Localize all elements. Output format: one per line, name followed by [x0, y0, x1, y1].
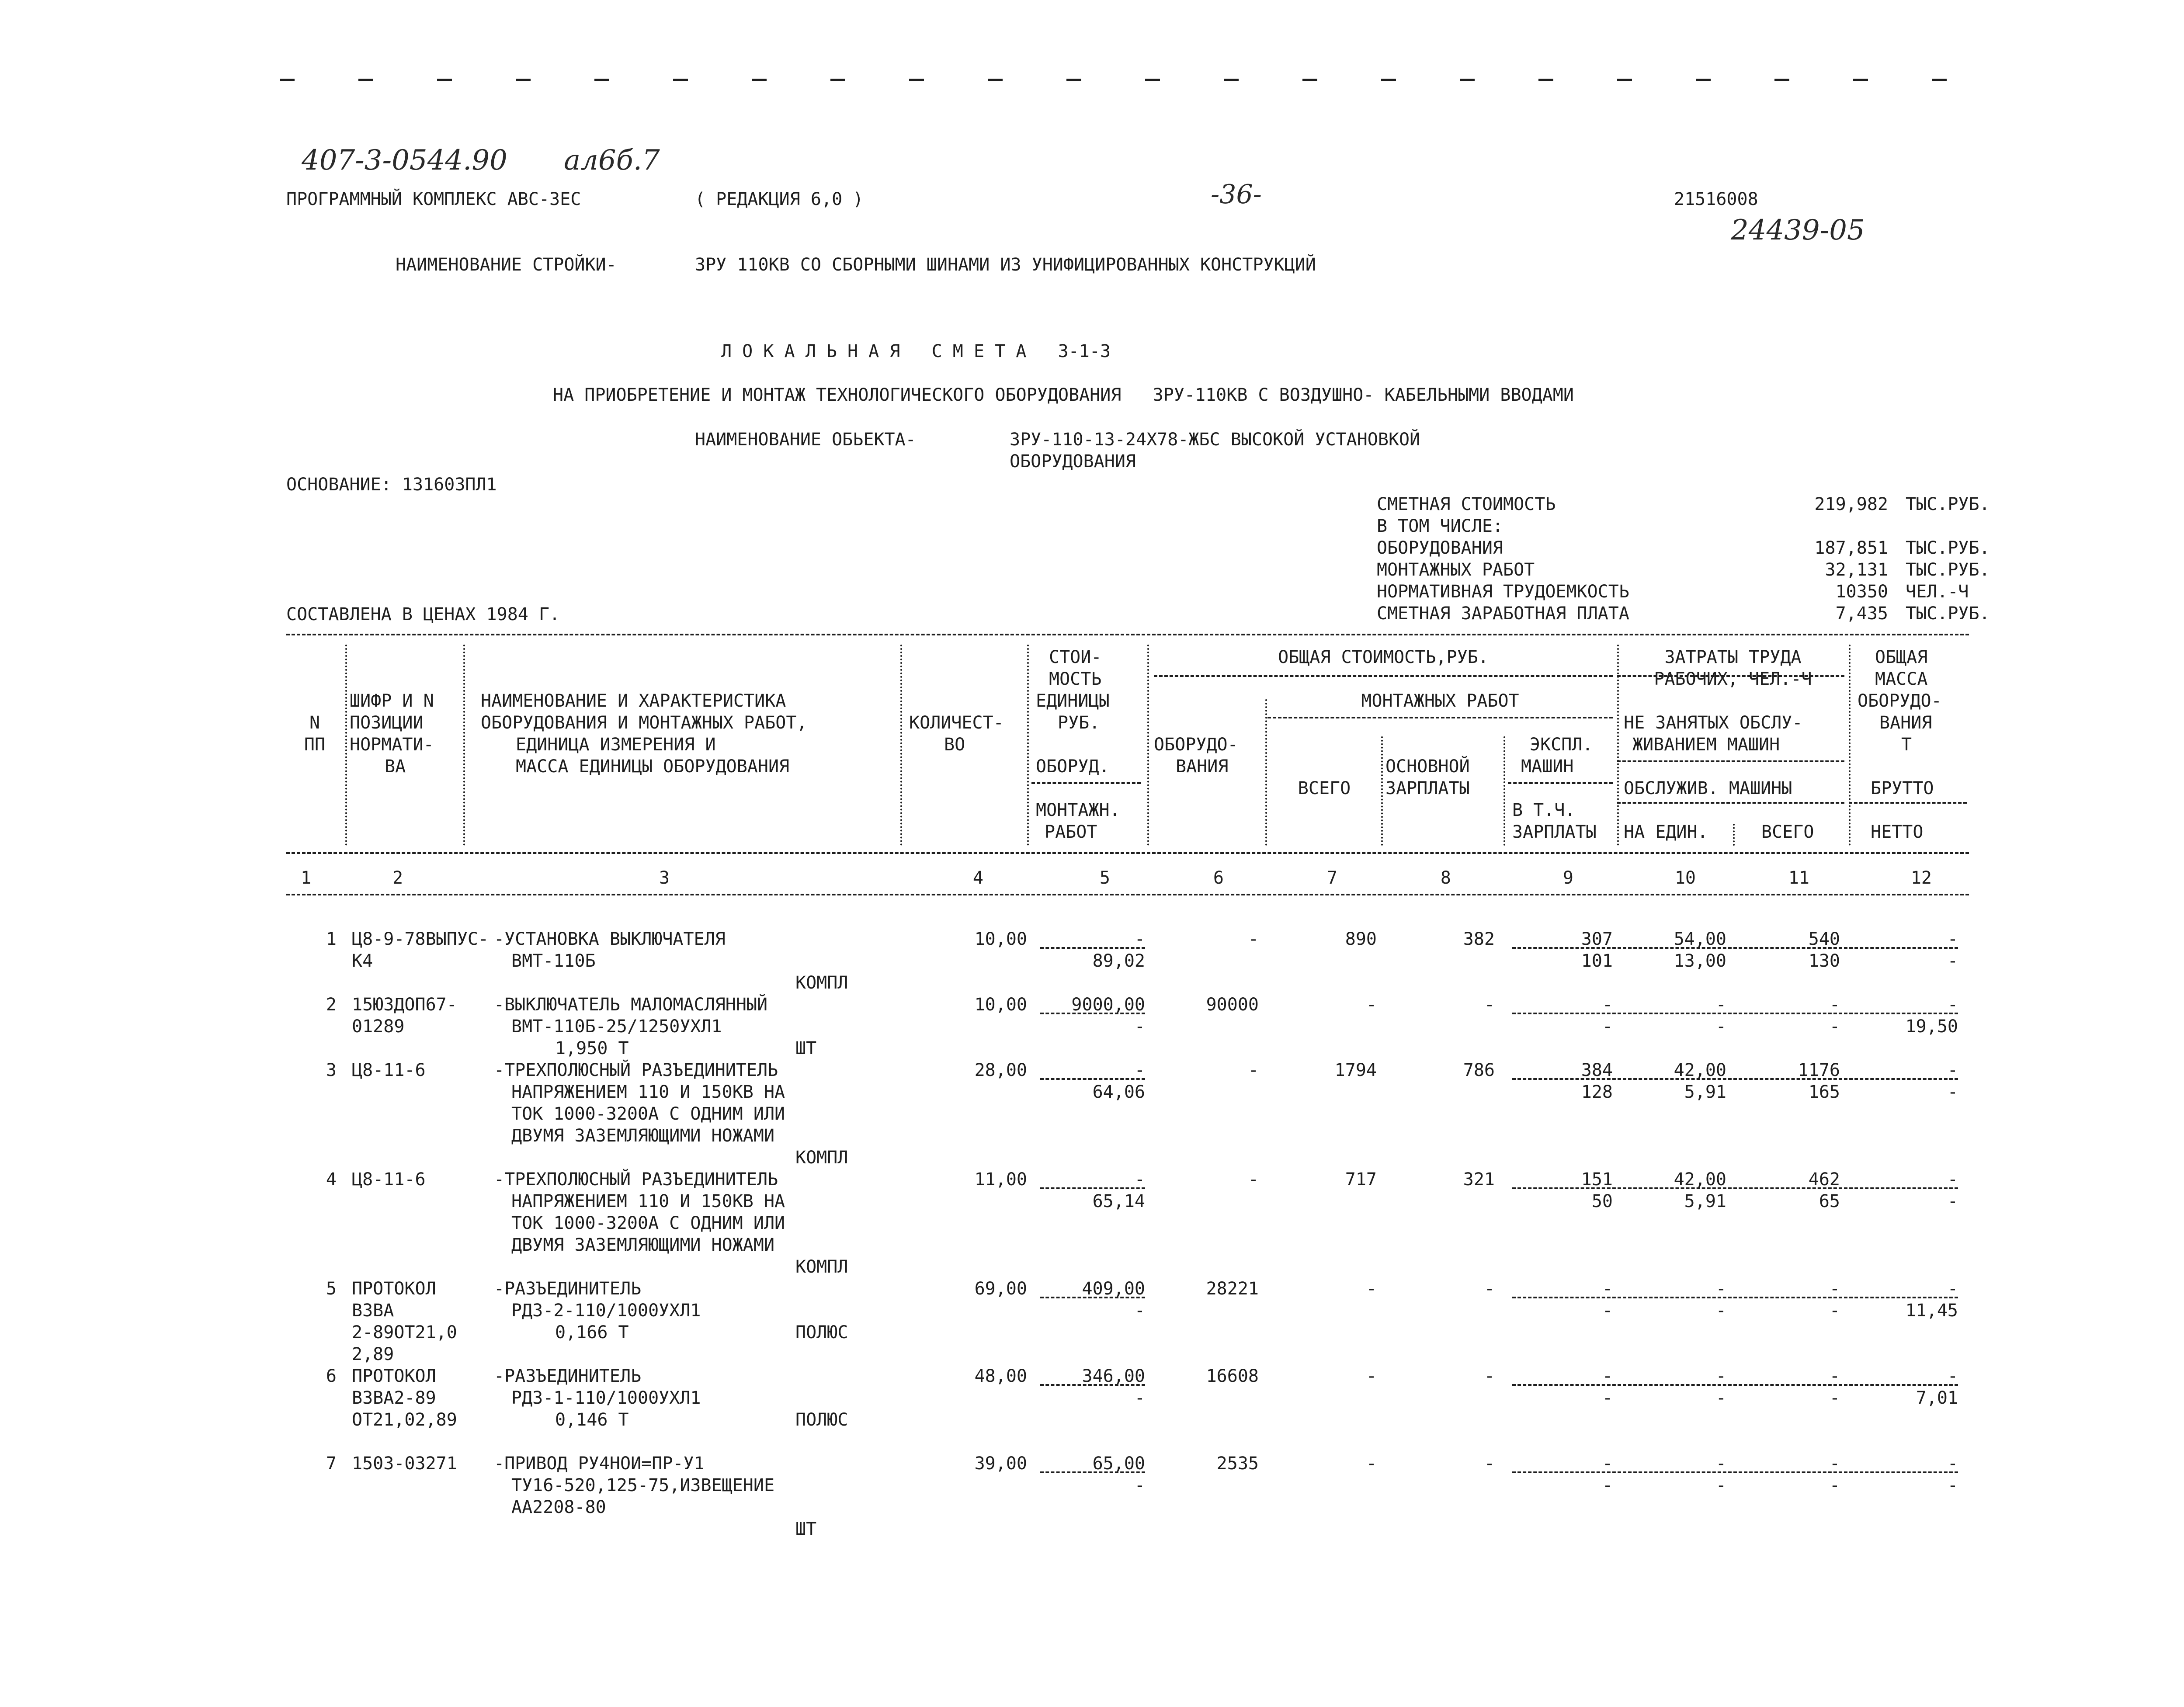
- row-equipment-cost: -: [1248, 1169, 1259, 1190]
- column-number: 12: [1910, 868, 1932, 888]
- row-code: К4: [352, 951, 373, 971]
- header-col11: ВСЕГО: [1761, 822, 1814, 842]
- row-name: -ВЫКЛЮЧАТЕЛЬ МАЛОМАСЛЯННЫЙ: [494, 995, 768, 1015]
- row-machine-wage: -: [1602, 1388, 1613, 1408]
- summary-unit: ТЫС.РУБ.: [1906, 604, 1990, 624]
- row-labor-total: -: [1829, 1454, 1840, 1474]
- dash-mark: [358, 79, 373, 81]
- row-installation-total: -: [1366, 995, 1377, 1015]
- program-edition: ( РЕДАКЦИЯ 6,0 ): [695, 189, 864, 209]
- row-labor-per-unit: 42,00: [1674, 1060, 1726, 1080]
- row-labor-total: 462: [1808, 1169, 1840, 1190]
- row-unit-cost-equipment: -: [1134, 1060, 1145, 1080]
- table-header-rule: [286, 852, 1969, 854]
- row-unit-cost-equipment: 409,00: [1082, 1279, 1145, 1299]
- column-number: 8: [1440, 868, 1451, 888]
- cell-rule: [1040, 1013, 1145, 1014]
- row-equipment-cost: -: [1248, 929, 1259, 949]
- row-machine-labor-per-unit: -: [1715, 1017, 1726, 1037]
- header-col2: ПОЗИЦИИ: [350, 713, 424, 733]
- row-mass-netto: -: [1947, 1191, 1958, 1211]
- header-col3: ЕДИНИЦА ИЗМЕРЕНИЯ И: [516, 735, 716, 755]
- row-code: 01289: [352, 1017, 405, 1037]
- row-labor-total: 540: [1808, 929, 1840, 949]
- header-col6: ОБОРУДО-: [1154, 735, 1238, 755]
- row-unit-mass: 1,950 Т: [555, 1038, 629, 1058]
- row-name: ВМТ-110Б: [511, 951, 596, 971]
- col-sep: [1147, 645, 1149, 846]
- row-labor-total: 1176: [1798, 1060, 1840, 1080]
- dash-mark: [1853, 79, 1868, 81]
- row-unit-cost-installation: 89,02: [1092, 951, 1145, 971]
- row-name: АА2208-80: [511, 1497, 606, 1517]
- row-machine-labor-total: -: [1829, 1301, 1840, 1321]
- header-col9: В Т.Ч.: [1512, 800, 1576, 820]
- column-number: 5: [1099, 868, 1110, 888]
- row-installation-total: -: [1366, 1454, 1377, 1474]
- row-unit-cost-equipment: 65,00: [1092, 1454, 1145, 1474]
- row-unit-cost-equipment: 9000,00: [1071, 995, 1145, 1015]
- column-number: 6: [1213, 868, 1224, 888]
- dash-mark: [1066, 79, 1081, 81]
- summary-value: 219,982: [1814, 494, 1888, 514]
- basis: ОСНОВАНИЕ: 131603ПЛ1: [286, 475, 497, 495]
- row-machine-labor-per-unit: 13,00: [1674, 951, 1726, 971]
- header-col5: РАБОТ: [1045, 822, 1097, 842]
- cell-rule: [1040, 1297, 1145, 1298]
- row-unit: КОМПЛ: [795, 1257, 848, 1277]
- row-unit-cost-installation: -: [1134, 1475, 1145, 1495]
- row-machine-labor-per-unit: 5,91: [1684, 1082, 1726, 1102]
- row-labor-per-unit: -: [1715, 1366, 1726, 1386]
- header-col4: ВО: [944, 735, 965, 755]
- handwritten-album: ал6б.7: [564, 144, 660, 177]
- row-equipment-cost: 16608: [1206, 1366, 1259, 1386]
- summary-unit: ТЫС.РУБ.: [1906, 538, 1990, 558]
- row-quantity: 39,00: [974, 1454, 1027, 1474]
- install-group-rule: [1267, 717, 1613, 718]
- header-col9: ЭКСПЛ.: [1530, 735, 1593, 755]
- summary-label: МОНТАЖНЫХ РАБОТ: [1377, 560, 1535, 580]
- row-equipment-cost: 90000: [1206, 995, 1259, 1015]
- col-sep: [1265, 699, 1267, 846]
- column-number: 7: [1326, 868, 1337, 888]
- header-labor-sub: ОБСЛУЖИВ. МАШИНЫ: [1624, 778, 1792, 798]
- header-col7: ВСЕГО: [1298, 778, 1351, 798]
- row-mass-brutto: -: [1947, 1454, 1958, 1474]
- row-mass-brutto: -: [1947, 1279, 1958, 1299]
- col-sep: [345, 645, 347, 846]
- row-machine-cost: -: [1602, 995, 1613, 1015]
- header-col4: КОЛИЧЕСТ-: [909, 713, 1004, 733]
- header-install-group: МОНТАЖНЫХ РАБОТ: [1361, 691, 1519, 711]
- dash-mark: [1460, 79, 1475, 81]
- row-unit-mass: 0,146 Т: [555, 1410, 629, 1430]
- row-labor-per-unit: 54,00: [1674, 929, 1726, 949]
- header-col5: ЕДИНИЦЫ: [1036, 691, 1110, 711]
- row-base-wage: 786: [1463, 1060, 1495, 1080]
- row-equipment-cost: -: [1248, 1060, 1259, 1080]
- row-base-wage: 382: [1463, 929, 1495, 949]
- labor-sub-rule-2: [1617, 802, 1844, 804]
- summary-value: 10350: [1835, 582, 1888, 602]
- header-col1: N: [309, 713, 320, 733]
- header-col6: ВАНИЯ: [1176, 756, 1229, 777]
- column-number: 10: [1674, 868, 1696, 888]
- header-col5: ОБОРУД.: [1036, 756, 1110, 777]
- row-machine-labor-per-unit: -: [1715, 1475, 1726, 1495]
- handwritten-inventory: 24439-05: [1731, 214, 1865, 246]
- document-code: 21516008: [1674, 189, 1758, 209]
- row-machine-cost: 151: [1581, 1169, 1613, 1190]
- summary-label: СМЕТНАЯ СТОИМОСТЬ: [1377, 494, 1556, 514]
- row-code: 1503-03271: [352, 1454, 457, 1474]
- cell-rule: [1512, 1297, 1958, 1298]
- row-base-wage: -: [1484, 1366, 1495, 1386]
- summary-unit: ТЫС.РУБ.: [1906, 560, 1990, 580]
- row-name: -РАЗЪЕДИНИТЕЛЬ: [494, 1366, 642, 1386]
- row-name: -ПРИВОД РУ4НОИ=ПР-У1: [494, 1454, 705, 1474]
- row-code: В3ВА2-89: [352, 1388, 436, 1408]
- program-name: ПРОГРАММНЫЙ КОМПЛЕКС АВС-3ЕС: [286, 189, 581, 209]
- row-quantity: 69,00: [974, 1279, 1027, 1299]
- row-installation-total: 717: [1345, 1169, 1377, 1190]
- dash-mark: [1617, 79, 1632, 81]
- row-labor-total: -: [1829, 1279, 1840, 1299]
- header-col8: ЗАРПЛАТЫ: [1385, 778, 1470, 798]
- cell-rule: [1512, 947, 1958, 949]
- header-col12: НЕТТО: [1871, 822, 1924, 842]
- dash-mark: [673, 79, 688, 81]
- row-name: НАПРЯЖЕНИЕМ 110 И 150КВ НА: [511, 1082, 785, 1102]
- row-number: 1: [326, 929, 337, 949]
- header-labor-sub: ЖИВАНИЕМ МАШИН: [1632, 735, 1780, 755]
- cell-rule: [1040, 1471, 1145, 1473]
- column-number: 3: [659, 868, 670, 888]
- row-unit-cost-equipment: 346,00: [1082, 1366, 1145, 1386]
- summary-label: ОБОРУДОВАНИЯ: [1377, 538, 1503, 558]
- header-cost-group: ОБЩАЯ СТОИМОСТЬ,РУБ.: [1278, 647, 1489, 667]
- row-installation-total: -: [1366, 1279, 1377, 1299]
- header-col5: СТОИ-: [1049, 647, 1102, 667]
- row-base-wage: 321: [1463, 1169, 1495, 1190]
- col-sep: [1027, 645, 1029, 846]
- row-name: ДВУМЯ ЗАЗЕМЛЯЮЩИМИ НОЖАМИ: [511, 1235, 775, 1255]
- dash-mark: [1932, 79, 1947, 81]
- cell-rule: [1040, 1078, 1145, 1080]
- row-machine-labor-total: -: [1829, 1017, 1840, 1037]
- row-unit: ПОЛЮС: [795, 1410, 848, 1430]
- row-machine-labor-total: 130: [1808, 951, 1840, 971]
- col-sep: [900, 645, 902, 846]
- row-name: НАПРЯЖЕНИЕМ 110 И 150КВ НА: [511, 1191, 785, 1211]
- row-base-wage: -: [1484, 995, 1495, 1015]
- row-unit: ШТ: [795, 1038, 817, 1058]
- header-col9: МАШИН: [1521, 756, 1574, 777]
- header-col12: БРУТТО: [1871, 778, 1934, 798]
- summary-value: 7,435: [1835, 604, 1888, 624]
- row-mass-brutto: -: [1947, 1169, 1958, 1190]
- row-name: ТОК 1000-3200А С ОДНИМ ИЛИ: [511, 1213, 785, 1233]
- dash-mark: [1696, 79, 1711, 81]
- col-sep: [1849, 645, 1851, 846]
- header-col2: ВА: [385, 756, 406, 777]
- row-code: ПРОТОКОЛ: [352, 1366, 436, 1386]
- row-installation-total: 1794: [1334, 1060, 1377, 1080]
- row-machine-labor-total: 165: [1808, 1082, 1840, 1102]
- row-machine-cost: 307: [1581, 929, 1613, 949]
- header-labor-group: ЗАТРАТЫ ТРУДА: [1664, 647, 1802, 667]
- dash-mark: [437, 79, 452, 81]
- row-unit-cost-installation: 65,14: [1092, 1191, 1145, 1211]
- dash-mark: [594, 79, 609, 81]
- column-number: 11: [1788, 868, 1809, 888]
- header-labor-group: РАБОЧИХ, ЧЕЛ.-Ч: [1654, 669, 1812, 689]
- dash-mark: [1538, 79, 1553, 81]
- row-labor-per-unit: -: [1715, 1454, 1726, 1474]
- header-col12: ОБОРУДО-: [1858, 691, 1942, 711]
- row-machine-labor-total: -: [1829, 1475, 1840, 1495]
- row-number: 5: [326, 1279, 337, 1299]
- header-col1: ПП: [304, 735, 326, 755]
- handwritten-album-code: 407-3-0544.90: [302, 144, 507, 177]
- construction-label: НАИМЕНОВАНИЕ СТРОЙКИ-: [396, 255, 617, 275]
- row-unit: КОМПЛ: [795, 973, 848, 993]
- row-code: ПРОТОКОЛ: [352, 1279, 436, 1299]
- header-col3: ОБОРУДОВАНИЯ И МОНТАЖНЫХ РАБОТ,: [481, 713, 807, 733]
- col-sep: [1381, 736, 1383, 846]
- row-quantity: 10,00: [974, 929, 1027, 949]
- row-code: Ц8-9-78ВЫПУС-: [352, 929, 489, 949]
- row-quantity: 11,00: [974, 1169, 1027, 1190]
- row-name: ТОК 1000-3200А С ОДНИМ ИЛИ: [511, 1104, 785, 1124]
- row-machine-cost: -: [1602, 1366, 1613, 1386]
- header-labor-sub: НЕ ЗАНЯТЫХ ОБСЛУ-: [1624, 713, 1803, 733]
- row-mass-brutto: -: [1947, 1366, 1958, 1386]
- row-name: РДЗ-1-110/1000УХЛ1: [511, 1388, 701, 1408]
- header-col12: ОБЩАЯ: [1875, 647, 1928, 667]
- table-numbers-rule: [286, 894, 1969, 895]
- summary-unit: ЧЕЛ.-Ч: [1906, 582, 1969, 602]
- header-col12: МАССА: [1875, 669, 1928, 689]
- estimate-purpose: НА ПРИОБРЕТЕНИЕ И МОНТАЖ ТЕХНОЛОГИЧЕСКОГО ОБОРУДОВАНИЯ ЗРУ-110КВ С ВОЗДУШНО- КАБЕЛЬНЫМИ ВВОДАМИ: [553, 385, 1574, 405]
- row-name: -ТРЕХПОЛЮСНЫЙ РАЗЪЕДИНИТЕЛЬ: [494, 1169, 778, 1190]
- row-machine-wage: -: [1602, 1017, 1613, 1037]
- page-number: -36-: [1211, 179, 1262, 210]
- row-name: -ТРЕХПОЛЮСНЫЙ РАЗЪЕДИНИТЕЛЬ: [494, 1060, 778, 1080]
- cell-rule: [1512, 1078, 1958, 1080]
- document-title: Л О К А Л Ь Н А Я С М Е Т А 3-1-3: [721, 341, 1111, 361]
- row-quantity: 48,00: [974, 1366, 1027, 1386]
- row-name: ДВУМЯ ЗАЗЕМЛЯЮЩИМИ НОЖАМИ: [511, 1126, 775, 1146]
- row-labor-total: -: [1829, 995, 1840, 1015]
- row-machine-labor-per-unit: -: [1715, 1301, 1726, 1321]
- header-col5: РУБ.: [1058, 713, 1100, 733]
- row-machine-cost: -: [1602, 1454, 1613, 1474]
- header-col3: НАИМЕНОВАНИЕ И ХАРАКТЕРИСТИКА: [481, 691, 786, 711]
- row-machine-labor-total: 65: [1819, 1191, 1840, 1211]
- dash-mark: [280, 79, 295, 81]
- cell-rule: [1512, 1384, 1958, 1386]
- row-unit: ПОЛЮС: [795, 1322, 848, 1343]
- row-machine-cost: 384: [1581, 1060, 1613, 1080]
- row-equipment-cost: 28221: [1206, 1279, 1259, 1299]
- row-machine-wage: -: [1602, 1301, 1613, 1321]
- object-name-line2: ОБОРУДОВАНИЯ: [1010, 451, 1136, 472]
- row-machine-labor-per-unit: -: [1715, 1388, 1726, 1408]
- row-quantity: 10,00: [974, 995, 1027, 1015]
- construction-name: ЗРУ 110КВ СО СБОРНЫМИ ШИНАМИ ИЗ УНИФИЦИРОВАННЫХ КОНСТРУКЦИЙ: [695, 255, 1316, 275]
- header-col5: МОСТЬ: [1049, 669, 1102, 689]
- row-code: Ц8-11-6: [352, 1060, 426, 1080]
- row-number: 6: [326, 1366, 337, 1386]
- object-name-line1: ЗРУ-110-13-24Х78-ЖБС ВЫСОКОЙ УСТАНОВКОЙ: [1010, 430, 1420, 450]
- price-level: СОСТАВЛЕНА В ЦЕНАХ 1984 Г.: [286, 604, 560, 625]
- col-sep: [1733, 824, 1735, 846]
- header-col10: НА ЕДИН.: [1624, 822, 1708, 842]
- cell-rule: [1512, 1471, 1958, 1473]
- col-sep: [1503, 736, 1505, 846]
- row-unit-mass: 0,166 Т: [555, 1322, 629, 1343]
- row-mass-brutto: -: [1947, 929, 1958, 949]
- row-labor-per-unit: -: [1715, 995, 1726, 1015]
- row-code: 2-89ОТ21,0: [352, 1322, 457, 1343]
- top-dash-separator: [280, 79, 1976, 87]
- row-machine-wage: 50: [1591, 1191, 1613, 1211]
- row-number: 7: [326, 1454, 337, 1474]
- header-col9: ЗАРПЛАТЫ: [1512, 822, 1597, 842]
- row-unit-cost-installation: -: [1134, 1017, 1145, 1037]
- row-name: -РАЗЪЕДИНИТЕЛЬ: [494, 1279, 642, 1299]
- header-col12: ВАНИЯ: [1879, 713, 1932, 733]
- cell-rule: [1512, 1013, 1958, 1014]
- column-number: 9: [1562, 868, 1573, 888]
- row-labor-per-unit: -: [1715, 1279, 1726, 1299]
- row-unit-cost-equipment: -: [1134, 929, 1145, 949]
- row-code: Ц8-11-6: [352, 1169, 426, 1190]
- labor-sub-rule: [1617, 760, 1844, 762]
- summary-unit: ТЫС.РУБ.: [1906, 494, 1990, 514]
- dash-mark: [516, 79, 531, 81]
- row-unit: ШТ: [795, 1519, 817, 1539]
- cell-rule: [1040, 1187, 1145, 1189]
- row-machine-wage: 101: [1581, 951, 1613, 971]
- table-top-rule: [286, 634, 1969, 635]
- row-labor-total: -: [1829, 1366, 1840, 1386]
- cell-rule: [1040, 947, 1145, 949]
- dash-mark: [1145, 79, 1160, 81]
- row-number: 2: [326, 995, 337, 1015]
- header-col3: МАССА ЕДИНИЦЫ ОБОРУДОВАНИЯ: [516, 756, 790, 777]
- header-col8: ОСНОВНОЙ: [1385, 756, 1470, 777]
- c12-sub-rule: [1849, 802, 1967, 804]
- header-col5: МОНТАЖН.: [1036, 800, 1120, 820]
- row-mass-brutto: -: [1947, 995, 1958, 1015]
- dash-mark: [1381, 79, 1396, 81]
- row-name: ВМТ-110Б-25/1250УХЛ1: [511, 1017, 722, 1037]
- row-unit-cost-installation: -: [1134, 1301, 1145, 1321]
- summary-label: СМЕТНАЯ ЗАРАБОТНАЯ ПЛАТА: [1377, 604, 1629, 624]
- row-equipment-cost: 2535: [1216, 1454, 1259, 1474]
- cell-rule: [1512, 1187, 1958, 1189]
- row-mass-netto: -: [1947, 1475, 1958, 1495]
- row-mass-netto: -: [1947, 1082, 1958, 1102]
- header-col2: ШИФР И N: [350, 691, 434, 711]
- dash-mark: [1774, 79, 1789, 81]
- object-label: НАИМЕНОВАНИЕ ОБЬЕКТА-: [695, 430, 916, 450]
- row-mass-netto: -: [1947, 951, 1958, 971]
- summary-label: НОРМАТИВНАЯ ТРУДОЕМКОСТЬ: [1377, 582, 1629, 602]
- dash-mark: [988, 79, 1003, 81]
- summary-value: 32,131: [1825, 560, 1888, 580]
- row-code: 15Ю3ДОП67-: [352, 995, 457, 1015]
- row-code: В3ВА: [352, 1301, 394, 1321]
- row-number: 3: [326, 1060, 337, 1080]
- cost-group-rule: [1154, 675, 1613, 677]
- summary-label: В ТОМ ЧИСЛЕ:: [1377, 516, 1503, 536]
- c5-sub-rule: [1031, 782, 1141, 784]
- row-base-wage: -: [1484, 1454, 1495, 1474]
- row-unit: КОМПЛ: [795, 1148, 848, 1168]
- row-name: -УСТАНОВКА ВЫКЛЮЧАТЕЛЯ: [494, 929, 726, 949]
- row-code: 2,89: [352, 1344, 394, 1364]
- column-number: 2: [392, 868, 403, 888]
- dash-mark: [1224, 79, 1239, 81]
- row-unit-cost-equipment: -: [1134, 1169, 1145, 1190]
- row-unit-cost-installation: -: [1134, 1388, 1145, 1408]
- cell-rule: [1040, 1384, 1145, 1386]
- row-mass-netto: 19,50: [1905, 1017, 1958, 1037]
- row-labor-per-unit: 42,00: [1674, 1169, 1726, 1190]
- row-name: ТУ16-520,125-75,ИЗВЕЩЕНИЕ: [511, 1475, 775, 1495]
- row-quantity: 28,00: [974, 1060, 1027, 1080]
- dash-mark: [909, 79, 924, 81]
- dash-mark: [830, 79, 845, 81]
- row-installation-total: -: [1366, 1366, 1377, 1386]
- row-code: ОТ21,02,89: [352, 1410, 457, 1430]
- row-machine-cost: -: [1602, 1279, 1613, 1299]
- c9-sub-rule: [1508, 782, 1613, 784]
- dash-mark: [752, 79, 767, 81]
- row-mass-netto: 7,01: [1916, 1388, 1958, 1408]
- col-sep: [463, 645, 465, 846]
- row-number: 4: [326, 1169, 337, 1190]
- column-number: 1: [300, 868, 312, 888]
- row-machine-labor-per-unit: 5,91: [1684, 1191, 1726, 1211]
- row-installation-total: 890: [1345, 929, 1377, 949]
- row-machine-wage: -: [1602, 1475, 1613, 1495]
- dash-mark: [1302, 79, 1317, 81]
- row-base-wage: -: [1484, 1279, 1495, 1299]
- row-machine-labor-total: -: [1829, 1388, 1840, 1408]
- row-mass-brutto: -: [1947, 1060, 1958, 1080]
- row-unit-cost-installation: 64,06: [1092, 1082, 1145, 1102]
- row-name: РДЗ-2-110/1000УХЛ1: [511, 1301, 701, 1321]
- row-mass-netto: 11,45: [1905, 1301, 1958, 1321]
- header-col2: НОРМАТИ-: [350, 735, 434, 755]
- column-number: 4: [972, 868, 983, 888]
- header-col12: Т: [1901, 735, 1912, 755]
- summary-value: 187,851: [1814, 538, 1888, 558]
- row-machine-wage: 128: [1581, 1082, 1613, 1102]
